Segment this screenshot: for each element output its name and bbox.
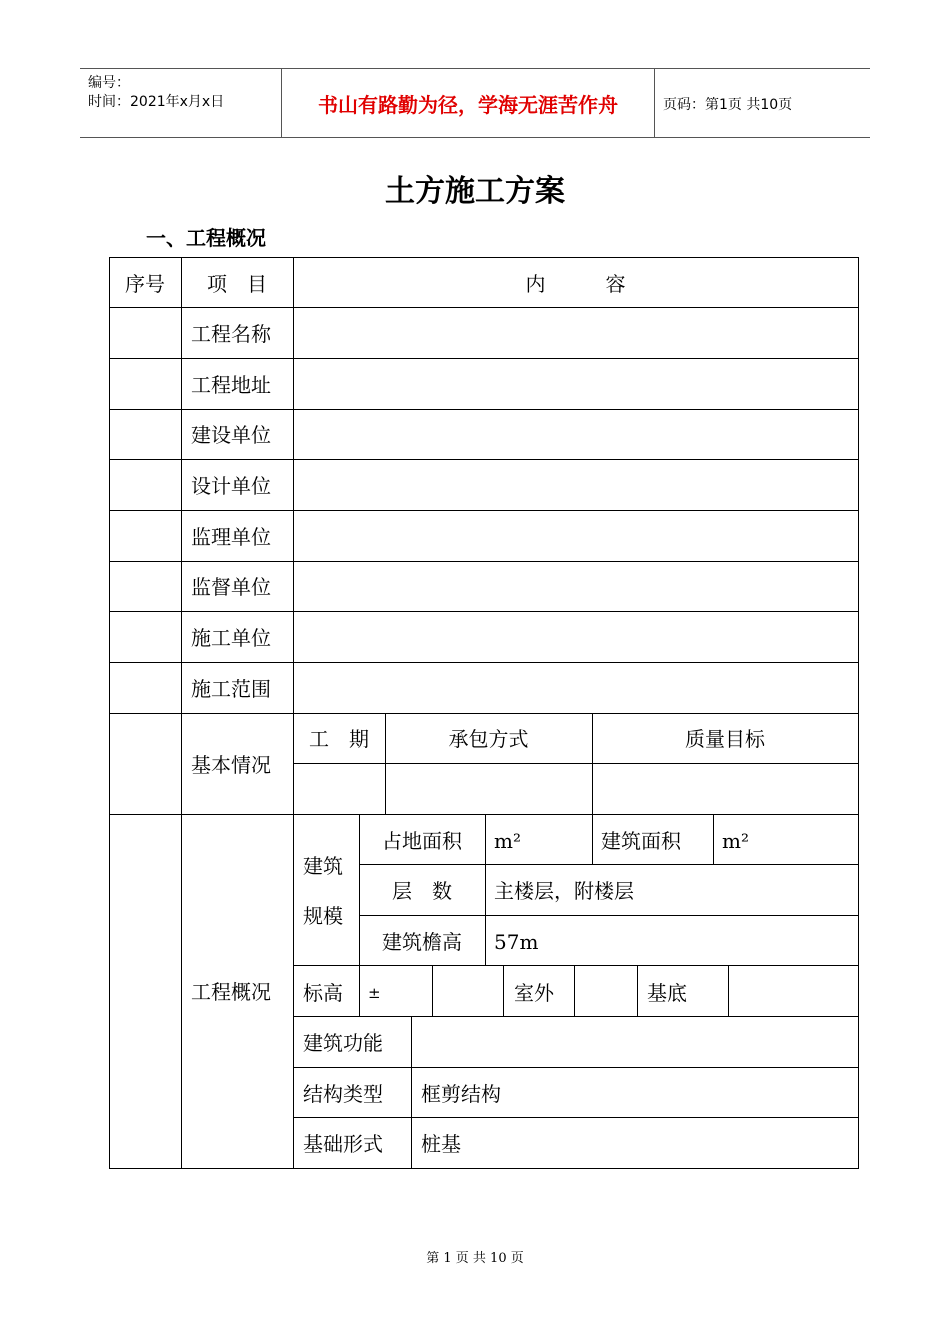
build-area-unit: m² bbox=[722, 829, 749, 853]
outdoor-label: 室外 bbox=[514, 981, 554, 1005]
elevation-label: 标高 bbox=[303, 981, 343, 1005]
build-area-label: 建筑面积 bbox=[601, 829, 681, 853]
time-label: 时间：2021年x月x日 bbox=[88, 94, 225, 110]
header-item: 项 目 bbox=[207, 272, 267, 296]
elevation-pm: ± bbox=[368, 984, 381, 1002]
floors-value: 主楼层，附楼层 bbox=[494, 879, 634, 903]
land-area-unit: m² bbox=[494, 829, 521, 853]
section-heading: 一、工程概况 bbox=[146, 226, 266, 250]
page-footer: 第 1 页 共 10 页 bbox=[426, 1251, 524, 1266]
row-inspector: 监督单位 bbox=[191, 575, 271, 599]
motto: 书山有路勤为径，学海无涯苦作舟 bbox=[282, 69, 655, 137]
structure-label: 结构类型 bbox=[303, 1082, 383, 1106]
row-contractor: 施工单位 bbox=[191, 626, 271, 650]
scale-label-2: 规模 bbox=[303, 904, 343, 928]
scale-label-1: 建筑 bbox=[303, 854, 343, 878]
foundation-label: 基础形式 bbox=[303, 1132, 383, 1156]
basic-quality: 质量目标 bbox=[685, 727, 765, 751]
basic-contract: 承包方式 bbox=[448, 727, 529, 751]
basic-label: 基本情况 bbox=[191, 753, 271, 777]
row-developer: 建设单位 bbox=[191, 423, 271, 447]
row-project-address: 工程地址 bbox=[191, 373, 271, 397]
function-label: 建筑功能 bbox=[303, 1031, 383, 1055]
row-designer: 设计单位 bbox=[191, 474, 271, 498]
foundation-value: 桩基 bbox=[421, 1132, 461, 1156]
eave-height-value: 57m bbox=[494, 930, 539, 954]
overview-label: 工程概况 bbox=[191, 980, 271, 1004]
header-content: 内 容 bbox=[525, 272, 626, 296]
row-supervisor: 监理单位 bbox=[191, 525, 271, 549]
basic-period: 工 期 bbox=[309, 727, 369, 751]
eave-height-label: 建筑檐高 bbox=[382, 930, 462, 954]
document-title: 土方施工方案 bbox=[385, 174, 565, 209]
header-seq: 序号 bbox=[125, 272, 165, 296]
land-area-label: 占地面积 bbox=[382, 829, 462, 853]
floors-label: 层 数 bbox=[392, 879, 452, 903]
row-scope: 施工范围 bbox=[191, 677, 271, 701]
number-label: 编号： bbox=[88, 75, 130, 91]
row-project-name: 工程名称 bbox=[191, 322, 271, 346]
base-label: 基底 bbox=[647, 981, 687, 1005]
page-info: 页码：第1页 共10页 bbox=[663, 97, 793, 113]
structure-value: 框剪结构 bbox=[421, 1082, 501, 1106]
